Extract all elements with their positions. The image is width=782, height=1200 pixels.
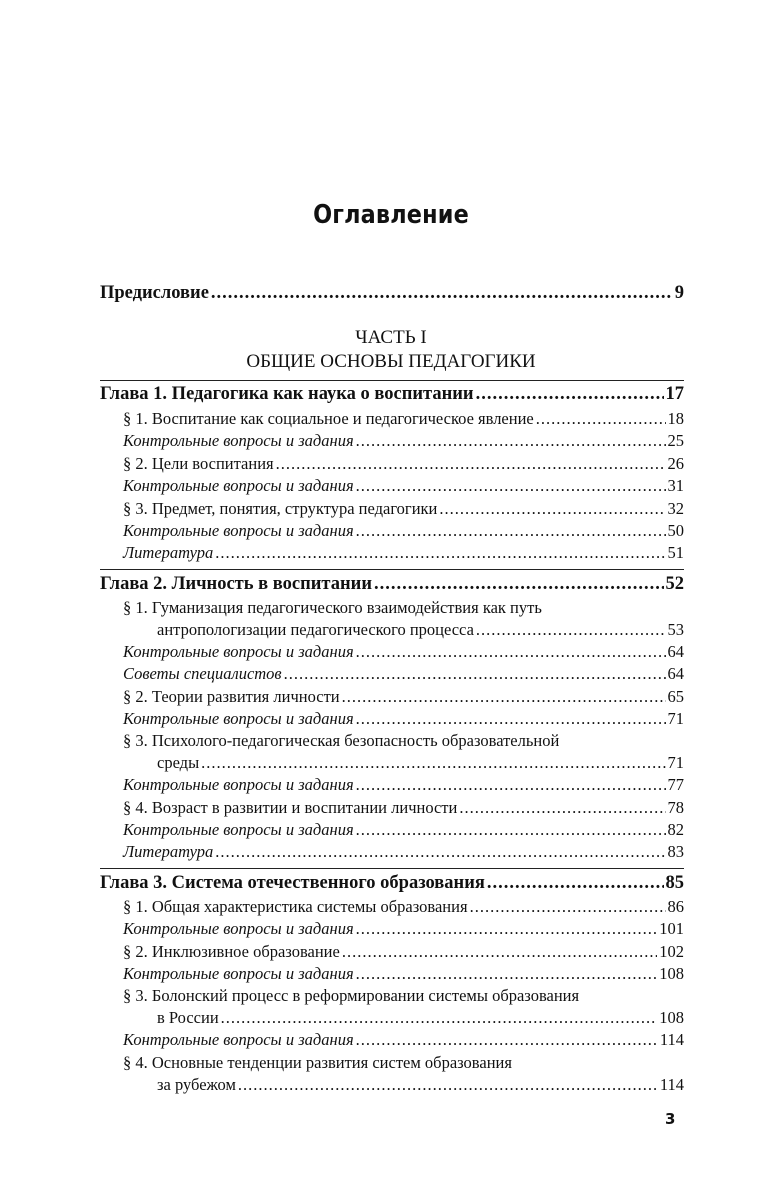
chapter-title: Глава 2. Личность в воспитании <box>100 574 372 594</box>
toc-entry[interactable] <box>123 942 684 962</box>
toc-entry-text: § 1. Общая характеристика системы образования <box>123 897 468 916</box>
toc-entry[interactable] <box>123 499 684 519</box>
toc-entry-text[interactable]: § 4. Основные тенденции развития систем образования <box>123 1053 512 1072</box>
toc-entry-text-cont: среды <box>157 753 200 772</box>
toc-entry[interactable] <box>123 664 684 684</box>
toc-entry-text: Контрольные вопросы и задания <box>123 964 354 983</box>
toc-entry-page: 31 <box>667 476 684 495</box>
toc-entry[interactable] <box>123 1030 684 1050</box>
toc-entry[interactable] <box>157 753 684 773</box>
toc-entry-text: Литература <box>123 842 214 861</box>
leader-dots <box>356 1030 658 1050</box>
toc-entry-page: 64 <box>667 642 684 661</box>
leader-dots <box>356 919 658 939</box>
page-number: 3 <box>665 1110 676 1128</box>
toc-entry[interactable] <box>123 897 684 917</box>
toc-entry-page: 18 <box>667 409 684 428</box>
toc-entry-page: 26 <box>667 454 684 473</box>
toc-entry-page: 25 <box>667 431 684 450</box>
leader-dots <box>356 521 666 541</box>
toc-entry-page: 9 <box>674 283 684 303</box>
toc-entry-text-cont: антропологизации педагогического процесса <box>157 620 474 639</box>
leader-dots <box>284 664 666 684</box>
chapter-page: 52 <box>665 574 684 594</box>
leader-dots <box>470 897 666 917</box>
toc-entry-page: 108 <box>659 1008 684 1027</box>
leader-dots <box>276 454 666 474</box>
toc-entry-page: 114 <box>659 1075 684 1094</box>
toc-entry[interactable] <box>123 842 684 862</box>
toc-entry[interactable] <box>123 964 684 984</box>
toc-entry[interactable] <box>157 1008 684 1028</box>
leader-dots <box>476 620 666 640</box>
toc-entry-page: 108 <box>659 964 684 983</box>
leader-dots <box>356 820 666 840</box>
leader-dots <box>356 709 666 729</box>
toc-entry[interactable] <box>157 1075 684 1095</box>
leader-dots <box>342 687 666 707</box>
toc-entry-text[interactable]: § 3. Болонский процесс в реформировании системы образования <box>123 986 580 1005</box>
toc-entry[interactable] <box>157 620 684 640</box>
toc-entry-text: Советы специалистов <box>123 664 282 683</box>
toc-entry-text: Предисловие <box>100 283 209 303</box>
toc-entry-text: Контрольные вопросы и задания <box>123 1030 354 1049</box>
toc-entry[interactable] <box>123 687 684 707</box>
leader-dots <box>356 476 666 496</box>
part-label: ЧАСТЬ I <box>355 327 427 348</box>
toc-entry-text: § 2. Инклюзивное образование <box>123 942 340 961</box>
chapter-divider <box>100 868 684 869</box>
toc-entry-text: Контрольные вопросы и задания <box>123 476 354 495</box>
leader-dots <box>356 964 658 984</box>
toc-entry[interactable] <box>123 409 684 429</box>
toc-entry-text: Литература <box>123 543 214 562</box>
leader-dots <box>476 384 664 405</box>
toc-entry-text: Контрольные вопросы и задания <box>123 521 354 540</box>
toc-entry-text: Контрольные вопросы и задания <box>123 919 354 938</box>
leader-dots <box>374 574 664 595</box>
toc-entry-text: Контрольные вопросы и задания <box>123 820 354 839</box>
toc-entry[interactable] <box>123 642 684 662</box>
toc-entry-text-cont: за рубежом <box>157 1075 236 1094</box>
toc-entry-page: 51 <box>667 543 684 562</box>
toc-entry-page: 83 <box>667 842 684 861</box>
toc-entry[interactable] <box>123 919 684 939</box>
toc-entry-text: Контрольные вопросы и задания <box>123 709 354 728</box>
toc-entry-page: 114 <box>659 1030 684 1049</box>
toc-entry[interactable] <box>123 820 684 840</box>
toc-entry[interactable] <box>123 709 684 729</box>
chapter-page: 17 <box>665 384 684 404</box>
toc-chapter-2[interactable] <box>100 574 684 595</box>
toc-entry-text: Контрольные вопросы и задания <box>123 431 354 450</box>
chapter-page: 85 <box>665 873 684 893</box>
chapter-title: Глава 1. Педагогика как наука о воспитании <box>100 384 474 404</box>
toc-entry[interactable] <box>123 775 684 795</box>
page-title: Оглавление <box>313 200 469 230</box>
leader-dots <box>215 842 665 862</box>
leader-dots <box>439 499 665 519</box>
toc-entry[interactable] <box>123 521 684 541</box>
leader-dots <box>356 431 666 451</box>
toc-entry-text[interactable]: § 3. Психолого-педагогическая безопасность образовательной <box>123 731 560 750</box>
toc-chapter-3[interactable] <box>100 873 684 894</box>
toc-entry-page: 50 <box>667 521 684 540</box>
leader-dots <box>342 942 657 962</box>
leader-dots <box>221 1008 658 1028</box>
toc-entry-page: 53 <box>667 620 684 639</box>
leader-dots <box>536 409 666 429</box>
toc-entry-page: 101 <box>659 919 684 938</box>
toc-entry-preface[interactable] <box>100 283 684 304</box>
toc-chapter-1[interactable] <box>100 384 684 405</box>
toc-entry-text: Контрольные вопросы и задания <box>123 642 354 661</box>
toc-entry-text: § 2. Цели воспитания <box>123 454 274 473</box>
leader-dots <box>487 873 664 894</box>
toc-entry-page: 78 <box>667 798 684 817</box>
toc-entry-text: § 3. Предмет, понятия, структура педагогики <box>123 499 438 518</box>
toc-entry[interactable] <box>123 431 684 451</box>
toc-entry[interactable] <box>123 798 684 818</box>
chapter-divider <box>100 569 684 570</box>
toc-entry-text-cont: в России <box>157 1008 219 1027</box>
toc-entry-page: 77 <box>667 775 684 794</box>
toc-entry-page: 102 <box>659 942 684 961</box>
toc-entry-page: 64 <box>667 664 684 683</box>
toc-entry-text[interactable]: § 1. Гуманизация педагогического взаимодействия как путь <box>123 598 542 617</box>
toc-entry-text: § 1. Воспитание как социальное и педагогическое явление <box>123 409 534 428</box>
leader-dots <box>211 283 673 304</box>
part-title: ОБЩИЕ ОСНОВЫ ПЕДАГОГИКИ <box>246 351 536 372</box>
toc-entry[interactable] <box>123 476 684 496</box>
leader-dots <box>215 543 665 563</box>
toc-entry-page: 32 <box>667 499 684 518</box>
toc-entry-page: 82 <box>667 820 684 839</box>
toc-entry-text: § 4. Возраст в развитии и воспитании личности <box>123 798 458 817</box>
leader-dots <box>201 753 665 773</box>
chapter-title: Глава 3. Система отечественного образования <box>100 873 485 893</box>
toc-entry-page: 86 <box>667 897 684 916</box>
toc-entry[interactable] <box>123 454 684 474</box>
toc-entry-page: 71 <box>667 753 684 772</box>
toc-entry-text: Контрольные вопросы и задания <box>123 775 354 794</box>
toc-entry-page: 65 <box>667 687 684 706</box>
leader-dots <box>459 798 665 818</box>
toc-entry-text: § 2. Теории развития личности <box>123 687 340 706</box>
toc-entry-page: 71 <box>667 709 684 728</box>
leader-dots <box>356 642 666 662</box>
toc-entry[interactable] <box>123 543 684 563</box>
chapter-divider <box>100 380 684 381</box>
leader-dots <box>238 1075 658 1095</box>
leader-dots <box>356 775 666 795</box>
